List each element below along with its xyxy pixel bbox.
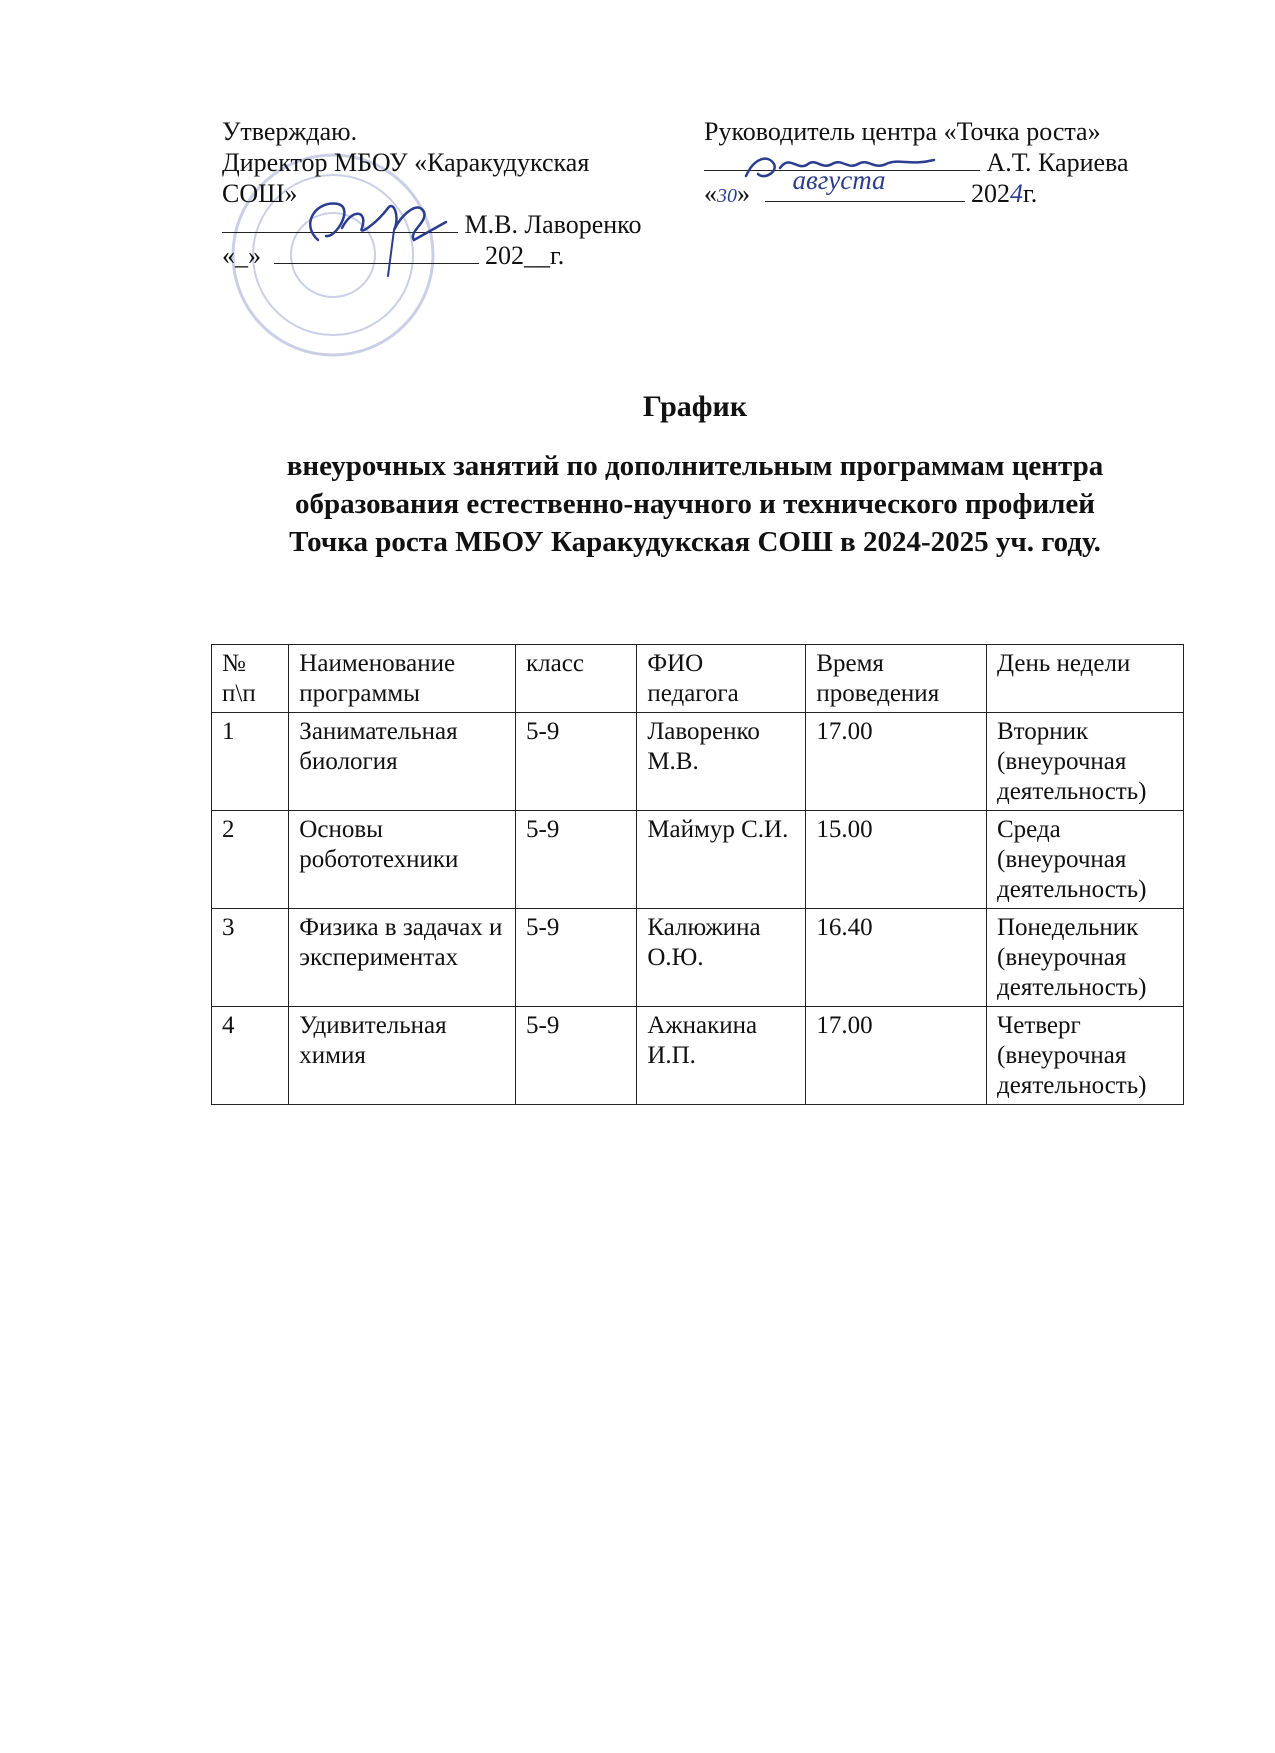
table-cell: 3 bbox=[212, 909, 289, 1007]
school-name-end: СОШ» bbox=[222, 179, 298, 208]
table-cell: 5-9 bbox=[516, 909, 637, 1007]
table-cell: 17.00 bbox=[806, 713, 987, 811]
document-title: График bbox=[642, 390, 748, 423]
document-subtitle bbox=[190, 447, 1200, 561]
table-row bbox=[212, 713, 1184, 811]
column-header: Время проведения bbox=[806, 645, 987, 713]
table-cell: 5-9 bbox=[516, 1007, 637, 1105]
table-cell: Среда (внеурочная деятельность) bbox=[987, 811, 1184, 909]
center-head-position: Руководитель центра «Точка роста» bbox=[704, 117, 1101, 146]
subtitle-line: образования естественно-научного и технического профилей bbox=[294, 488, 1096, 520]
table-cell: Ажнакина И.П. bbox=[637, 1007, 806, 1105]
table-row bbox=[212, 1007, 1184, 1105]
subtitle-line: внеурочных занятий по дополнительным программам центра bbox=[286, 450, 1104, 482]
table-cell: Калюжина О.Ю. bbox=[637, 909, 806, 1007]
table-cell: 15.00 bbox=[806, 811, 987, 909]
schedule-table bbox=[211, 644, 1184, 1105]
table-cell: 1 bbox=[212, 713, 289, 811]
signature-icon bbox=[740, 146, 940, 190]
table-cell: 2 bbox=[212, 811, 289, 909]
signature-icon bbox=[296, 178, 456, 278]
table-cell: 16.40 bbox=[806, 909, 987, 1007]
column-header: класс bbox=[516, 645, 637, 713]
table-row bbox=[212, 811, 1184, 909]
date-year-prefix: 202 bbox=[971, 179, 1010, 208]
date-close-quote: » bbox=[737, 179, 750, 208]
table-cell: Основы робототехники bbox=[289, 811, 516, 909]
table-cell: 5-9 bbox=[516, 713, 637, 811]
director-name: М.В. Лаворенко bbox=[464, 210, 642, 239]
table-cell: 5-9 bbox=[516, 811, 637, 909]
date-day-placeholder: «_» bbox=[222, 241, 261, 270]
column-header: № п\п bbox=[212, 645, 289, 713]
date-open-quote: « bbox=[704, 179, 717, 208]
table-row bbox=[212, 909, 1184, 1007]
approval-label: Утверждаю. bbox=[222, 117, 358, 146]
center-head-name: А.Т. Кариева bbox=[986, 148, 1129, 177]
date-day-handwritten: 30 bbox=[717, 185, 737, 207]
date-year: 202__г. bbox=[485, 241, 565, 270]
table-cell: Занимательная биология bbox=[289, 713, 516, 811]
column-header: ФИО педагога bbox=[637, 645, 806, 713]
director-position: Директор МБОУ «Каракудукская bbox=[222, 148, 590, 177]
date-year-digit-handwritten: 4 bbox=[1010, 179, 1023, 208]
date-month-handwritten: августа bbox=[792, 165, 886, 195]
table-cell: Вторник (внеурочная деятельность) bbox=[987, 713, 1184, 811]
column-header: Наименование программы bbox=[289, 645, 516, 713]
table-cell: 4 bbox=[212, 1007, 289, 1105]
table-header-row bbox=[212, 645, 1184, 713]
table-cell: 17.00 bbox=[806, 1007, 987, 1105]
table-cell: Лаворенко М.В. bbox=[637, 713, 806, 811]
table-cell: Удивительная химия bbox=[289, 1007, 516, 1105]
table-cell: Четверг (внеурочная деятельность) bbox=[987, 1007, 1184, 1105]
column-header: День недели bbox=[987, 645, 1184, 713]
table-cell: Физика в задачах и экспериментах bbox=[289, 909, 516, 1007]
table-cell: Маймур С.И. bbox=[637, 811, 806, 909]
subtitle-line: Точка роста МБОУ Каракудукская СОШ в 2024-2025 уч. году. bbox=[289, 526, 1101, 558]
table-cell: Понедельник (внеурочная деятельность) bbox=[987, 909, 1184, 1007]
date-year-suffix: г. bbox=[1023, 179, 1038, 208]
